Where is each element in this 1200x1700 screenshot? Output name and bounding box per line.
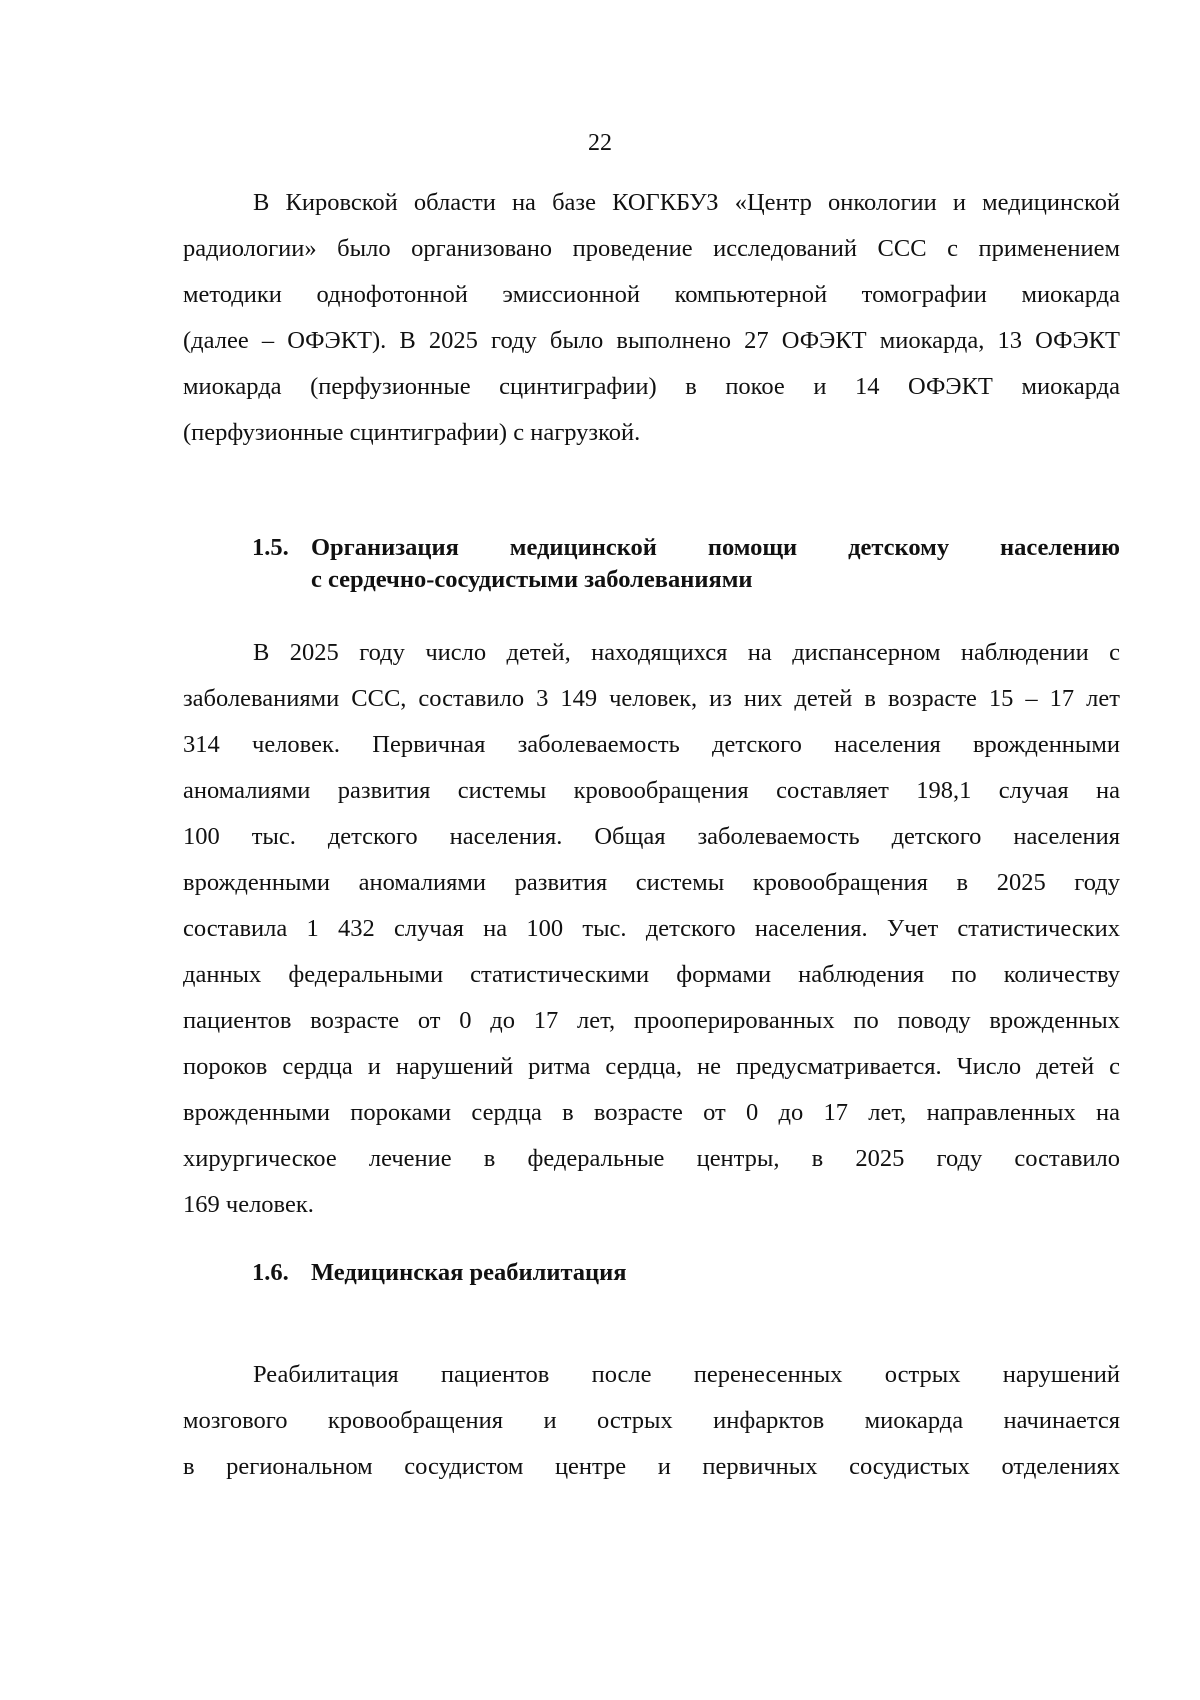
text-line: пациентов возрасте от 0 до 17 лет, прооперированных по поводу врожденных bbox=[183, 1007, 1120, 1034]
paragraph-children-care bbox=[183, 630, 1120, 1228]
text-line: радиологии» было организовано проведение исследований ССС с применением bbox=[183, 235, 1120, 262]
text-line: Реабилитация пациентов после перенесенных острых нарушений bbox=[253, 1361, 1120, 1388]
text-line: составила 1 432 случая на 100 тыс. детского населения. Учет статистических bbox=[183, 915, 1120, 942]
text-line: 169 человек. bbox=[183, 1191, 314, 1218]
text-line: врожденными аномалиями развития системы кровообращения в 2025 году bbox=[183, 869, 1120, 896]
text-line: мозгового кровообращения и острых инфарктов миокарда начинается bbox=[183, 1407, 1120, 1434]
text-line: аномалиями развития системы кровообращения составляет 198,1 случая на bbox=[183, 777, 1120, 804]
text-line: врожденными пороками сердца в возрасте от 0 до 17 лет, направленных на bbox=[183, 1099, 1120, 1126]
text-line: В 2025 году число детей, находящихся на диспансерном наблюдении с bbox=[253, 639, 1120, 666]
text-line: В Кировской области на базе КОГКБУЗ «Центр онкологии и медицинской bbox=[253, 189, 1120, 216]
text-line: хирургическое лечение в федеральные центры, в 2025 году составило bbox=[183, 1145, 1120, 1172]
text-line: в региональном сосудистом центре и первичных сосудистых отделениях bbox=[183, 1453, 1120, 1480]
paragraph-rehabilitation bbox=[183, 1352, 1120, 1490]
page-number: 22 bbox=[588, 130, 612, 156]
section-heading-1-6 bbox=[183, 1257, 1120, 1289]
section-title bbox=[311, 1257, 1120, 1289]
text-line: 100 тыс. детского населения. Общая заболеваемость детского населения bbox=[183, 823, 1120, 850]
paragraph-ofekt bbox=[183, 180, 1120, 456]
text-line: миокарда (перфузионные сцинтиграфии) в покое и 14 ОФЭКТ миокарда bbox=[183, 373, 1120, 400]
text-line: методики однофотонной эмиссионной компьютерной томографии миокарда bbox=[183, 281, 1120, 308]
section-heading-1-5 bbox=[183, 532, 1120, 596]
text-line: 314 человек. Первичная заболеваемость детского населения врожденными bbox=[183, 731, 1120, 758]
section-title-line: с сердечно-сосудистыми заболеваниями bbox=[311, 566, 753, 593]
section-number: 1.6. bbox=[252, 1259, 289, 1286]
text-line: (перфузионные сцинтиграфии) с нагрузкой. bbox=[183, 419, 641, 446]
text-line: данных федеральными статистическими формами наблюдения по количеству bbox=[183, 961, 1120, 988]
text-line: пороков сердца и нарушений ритма сердца, не предусматривается. Число детей с bbox=[183, 1053, 1120, 1080]
section-title bbox=[311, 532, 1120, 596]
section-number: 1.5. bbox=[252, 534, 289, 561]
section-title-line: Медицинская реабилитация bbox=[311, 1259, 627, 1286]
text-line: (далее – ОФЭКТ). В 2025 году было выполнено 27 ОФЭКТ миокарда, 13 ОФЭКТ bbox=[183, 327, 1120, 354]
text-line: заболеваниями ССС, составило 3 149 человек, из них детей в возрасте 15 – 17 лет bbox=[183, 685, 1120, 712]
section-title-line: Организация медицинской помощи детскому населению bbox=[311, 534, 1120, 561]
